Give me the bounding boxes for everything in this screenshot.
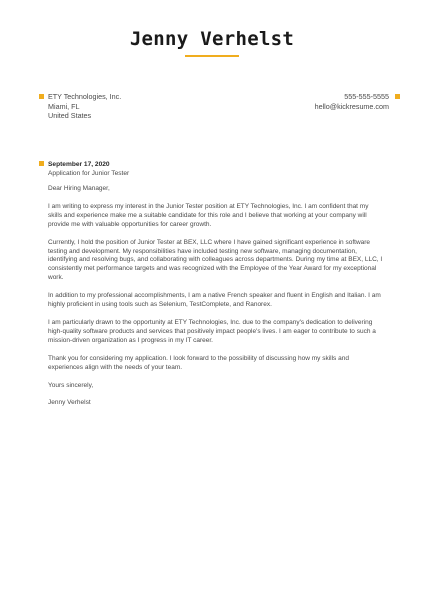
contact-email: hello@kickresume.com [314,101,389,111]
date-subject-block [39,160,129,178]
recipient-company: ETY Technologies, Inc. [48,92,122,101]
recipient-country: United States [48,111,92,121]
contact-phone: 555-555-5555 [344,92,389,101]
letter-signature: Jenny Verhelst [48,399,91,407]
letter-subject: Application for Junior Tester [48,170,130,177]
contact-block [315,92,400,111]
letter-paragraph: Thank you for considering my application. I look forward to the possibility of discussing how my skills and experiences align with the needs of your team. [48,354,349,371]
letter-paragraph: In addition to my professional accomplishments, I am a native French speaker and fluent in English and Italian. I am highly proficient in using tools such as Selenium, TestComplete, and Ranorex. [48,292,381,309]
letter-closing: Yours sincerely, [48,381,94,389]
recipient-marker-icon [39,94,44,99]
letter-paragraph: I am writing to express my interest in the Junior Tester position at ETY Technologies, Inc. I am confident that my skills and experience make me a suitable candidate for this role and I believe that working at your company will provide me with valuable opportunities for career growth. [48,202,369,228]
letter-paragraph: I am particularly drawn to the opportunity at ETY Technologies, Inc. due to the company's dedication to delivering high-quality software products and services that positively impact people's lives. I am eager to contribute to such a mission-driven organization as I progress in my IT career. [48,318,376,344]
contact-marker-icon [395,94,400,99]
letter-paragraph: Currently, I hold the position of Junior Tester at BEX, LLC where I have gained significant experience in software testing and development. My responsibilities have included testing new software, managing documentation, identifying and resolving bugs, and collaborating with colleagues across departments. During my time at BEX, LLC, I consistently met performance targets and was recognized with the Employee of the Year Award for my exceptional work. [48,238,383,282]
recipient-city: Miami, FL [48,101,80,111]
recipient-address-block [39,92,121,121]
letter-greeting: Dear Hiring Manager, [48,185,110,192]
letter-date: September 17, 2020 [48,161,110,168]
letter-header [0,28,424,57]
applicant-name: Jenny Verhelst [129,28,295,50]
date-marker-icon [39,161,44,166]
letter-body [48,185,384,417]
name-underline-accent [185,55,239,57]
